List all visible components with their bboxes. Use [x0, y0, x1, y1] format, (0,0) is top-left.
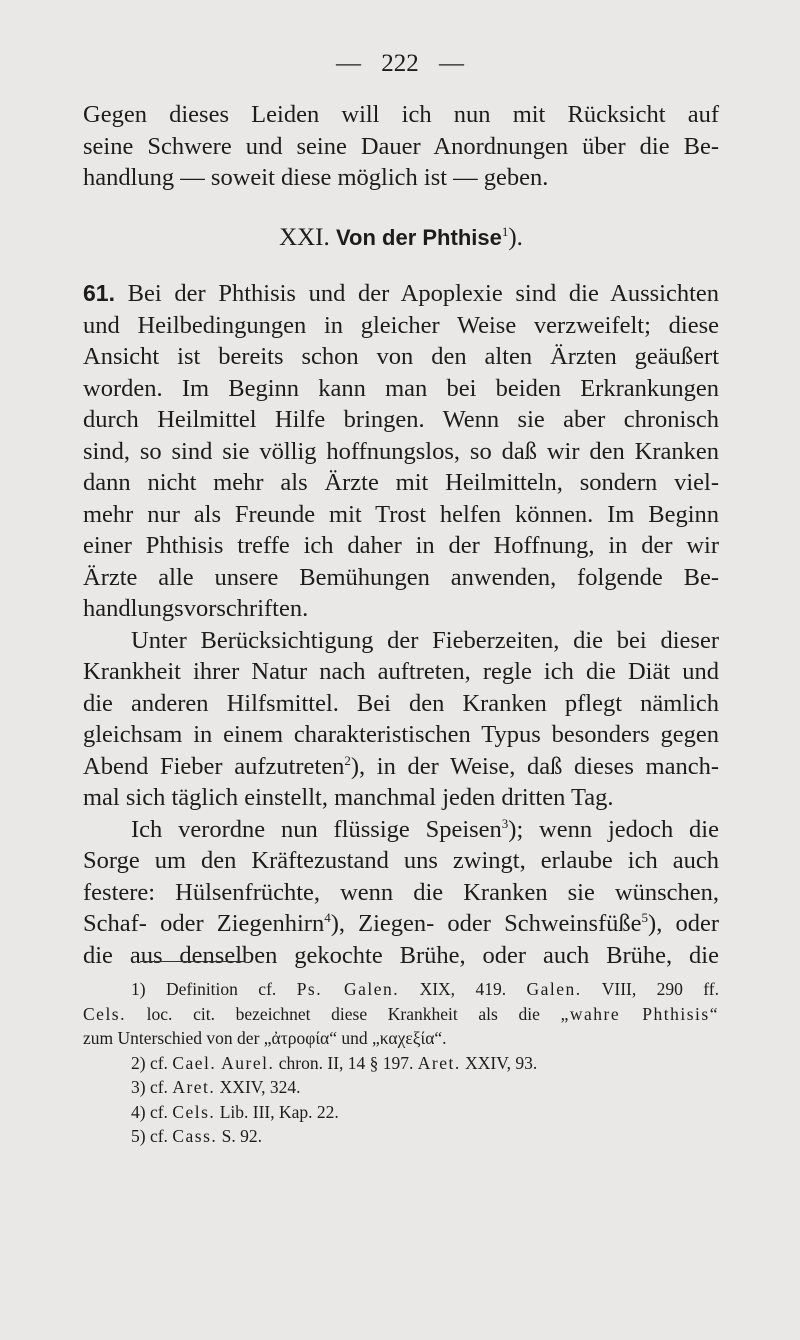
text-line	[83, 908, 719, 940]
footnote-1	[83, 977, 719, 1002]
text-segment: ), oder	[648, 910, 719, 937]
text-segment: loc. cit. bezeichnet diese Krankheit als die	[126, 1003, 561, 1024]
intro-line: seine Schwere und seine Dauer Anordnungen über die Be-	[83, 132, 719, 160]
text-segment: chron. II, 14 § 197.	[274, 1052, 418, 1073]
text-segment: „wahre Phthisis“	[560, 1003, 719, 1024]
footnote-5	[83, 1124, 719, 1149]
text-line: handlungsvorschriften.	[83, 595, 309, 622]
footnote-ref: 2	[344, 752, 351, 768]
footnote-4	[83, 1100, 719, 1125]
text-segment: 5) cf.	[131, 1126, 173, 1146]
text-line	[83, 814, 719, 846]
footnote-ref: 5	[641, 910, 649, 925]
text-segment: XIX, 419.	[399, 979, 527, 999]
footnote-2	[83, 1051, 719, 1076]
text-line: durch Heilmittel Hilfe bringen. Wenn sie aber chronisch	[83, 406, 719, 433]
footnotes	[83, 977, 719, 1149]
chapter-title: Von der Phthise	[336, 224, 502, 250]
text-segment: Cels.	[172, 1101, 216, 1122]
text-segment: Ich verordne nun flüssige Speisen	[131, 815, 502, 843]
text-segment: Cael. Aurel.	[172, 1052, 275, 1073]
text-segment: 1) Definition cf.	[131, 979, 297, 999]
footnote-ref: 4	[324, 910, 331, 925]
text-line: mehr nur als Freunde mit Trost helfen können. Im Beginn	[83, 500, 719, 528]
text-segment: Cels.	[83, 1003, 126, 1024]
text-line: Sorge um den Kräftezustand uns zwingt, erlaube ich auch	[83, 847, 719, 874]
page-number: — 222 —	[336, 50, 464, 77]
text-segment: Aret.	[172, 1077, 216, 1097]
chapter-number: XXI.	[279, 223, 330, 251]
footnote-1-cont: zum Unterschied von der „ἀτροφία“ und „καχεξία“.	[83, 1028, 447, 1048]
section-first-text: Bei der Phthisis und der Apoplexie sind die Aussichten	[127, 280, 720, 307]
text-segment: Aret.	[417, 1052, 461, 1073]
text-line: mal sich täglich einstellt, manchmal jeden dritten Tag.	[83, 784, 614, 811]
heading-suffix: ).	[508, 223, 523, 251]
footnote-ref: 1	[501, 223, 509, 239]
text-segment: ); wenn jedoch die	[508, 815, 719, 843]
intro-line: handlung — soweit diese möglich ist — geben.	[83, 164, 549, 191]
text-line: Krankheit ihrer Natur nach auftreten, regle ich die Diät und	[83, 658, 719, 685]
text-segment: 4) cf.	[131, 1101, 173, 1122]
text-segment: Abend Fieber aufzutreten	[83, 752, 345, 780]
text-line: Unter Berücksichtigung der Fieberzeiten, die bei dieser	[131, 626, 719, 654]
section-number: 61.	[83, 280, 115, 306]
text-segment: Cass.	[172, 1126, 218, 1146]
footnote-ref: 3	[501, 815, 509, 831]
text-segment: 3) cf.	[131, 1077, 173, 1097]
text-line: sind, so sind sie völlig hoffnungslos, so daß wir den Kranken	[83, 437, 719, 465]
text-line: Ärzte alle unsere Bemühungen anwenden, folgende Be-	[83, 563, 719, 591]
text-segment: XXIV, 324.	[215, 1077, 301, 1097]
text-line: Ansicht ist bereits schon von den alten Ärzten geäußert	[83, 343, 719, 370]
text-line: dann nicht mehr als Ärzte mit Heilmitteln, sondern viel-	[83, 469, 719, 496]
main-text	[83, 99, 719, 971]
text-segment: XXIV, 93.	[460, 1052, 538, 1073]
text-segment: Schaf- oder Ziegenhirn	[83, 910, 325, 937]
text-segment: VIII, 290 ff.	[581, 979, 720, 999]
text-line: und Heilbedingungen in gleicher Weise verzweifelt; diese	[83, 311, 719, 339]
text-line: einer Phthisis treffe ich daher in der Hoffnung, in der wir	[83, 532, 719, 559]
section-first-line	[83, 278, 719, 310]
text-line: die aus denselben gekochte Brühe, oder auch Brühe, die	[83, 941, 719, 969]
intro-line: Gegen dieses Leiden will ich nun mit Rücksicht auf	[83, 101, 719, 128]
text-line	[83, 751, 719, 783]
footnote-divider	[140, 961, 244, 962]
text-segment: ), Ziegen- oder Schweinsfüße	[330, 910, 642, 937]
text-segment: ), in der Weise, daß dieses manch-	[350, 752, 719, 780]
chapter-heading	[83, 222, 719, 254]
text-line: die anderen Hilfsmittel. Bei den Kranken pflegt nämlich	[83, 689, 719, 717]
footnote-1-cont	[83, 1002, 719, 1027]
text-segment: 2) cf.	[131, 1052, 173, 1073]
footnote-3	[83, 1075, 719, 1100]
text-segment: Ps. Galen.	[296, 979, 400, 999]
text-segment: Galen.	[526, 979, 582, 999]
text-segment: S. 92.	[217, 1126, 262, 1146]
text-line: worden. Im Beginn kann man bei beiden Erkrankungen	[83, 374, 719, 402]
text-line: festere: Hülsenfrüchte, wenn die Kranken sie wünschen,	[83, 878, 719, 906]
text-segment: Lib. III, Kap. 22.	[215, 1101, 339, 1122]
text-line: gleichsam in einem charakteristischen Typus besonders gegen	[83, 721, 719, 748]
